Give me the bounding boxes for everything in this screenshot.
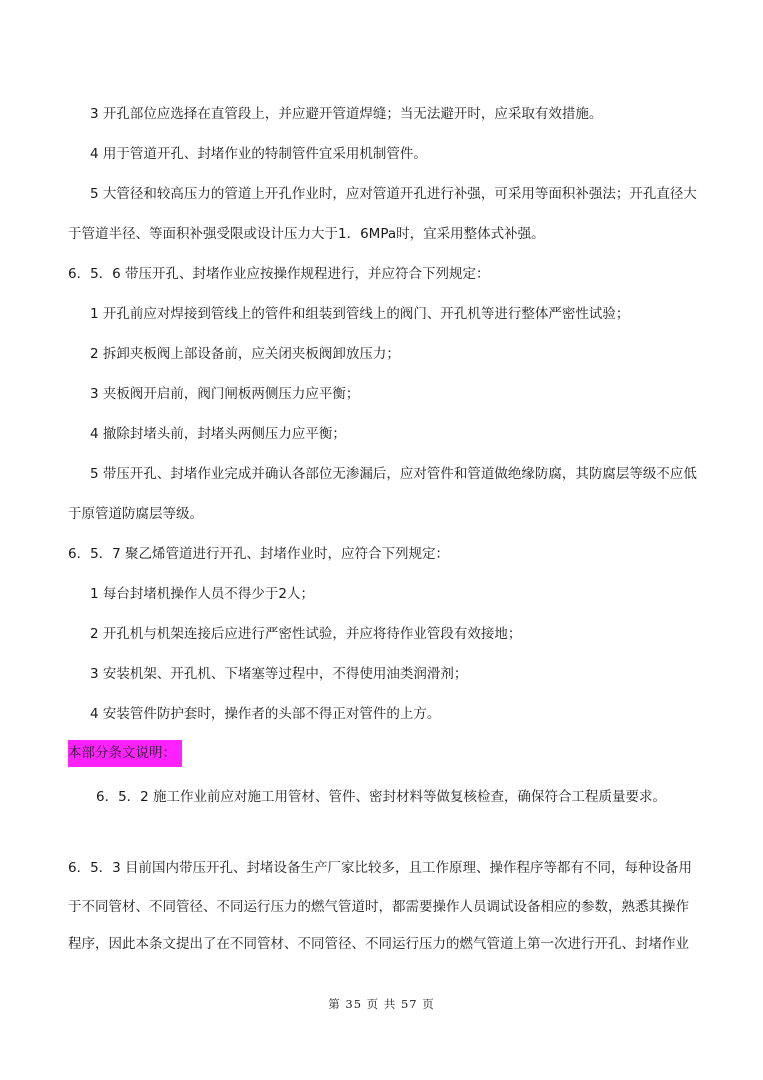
clause-6-5-7-item-4: 4 安装管件防护套时，操作者的头部不得正对管件的上方。	[90, 706, 441, 722]
clause-6-5-6-item-1: 1 开孔前应对焊接到管线上的管件和组装到管线上的阀门、开孔机等进行整体严密性试验；	[90, 306, 630, 322]
clause-6-5-7-item-3: 3 安装机架、开孔机、下堵塞等过程中，不得使用油类润滑剂；	[90, 666, 468, 682]
explanation-heading-highlight: 本部分条文说明：	[68, 740, 182, 767]
clause-6-5-7-item-2: 2 开孔机与机架连接后应进行严密性试验，并应将待作业管段有效接地；	[90, 626, 522, 642]
explanation-6-5-3: 6．5．3 目前国内带压开孔、封堵设备生产厂家比较多，且工作原理、操作程序等都有不同，每种设备用	[68, 860, 693, 876]
clause-6-5-6-item-4: 4 撤除封堵头前，封堵头两侧压力应平衡；	[90, 426, 346, 442]
section-heading-6-5-6: 6．5．6 带压开孔、封堵作业应按操作规程进行，并应符合下列规定：	[68, 266, 490, 282]
clause-item-3: 3 开孔部位应选择在直管段上，并应避开管道焊缝；当无法避开时，应采取有效措施。	[90, 106, 603, 122]
explanation-6-5-3-line-2: 于不同管材、不同管径、不同运行压力的燃气管道时，都需要操作人员调试设备相应的参数，熟悉其操作	[68, 899, 689, 915]
clause-6-5-6-item-5-continued: 于原管道防腐层等级。	[68, 506, 203, 522]
clause-item-4: 4 用于管道开孔、封堵作业的特制管件宜采用机制管件。	[90, 146, 427, 162]
clause-6-5-7-item-1: 1 每台封堵机操作人员不得少于2人；	[90, 586, 314, 602]
clause-item-5: 5 大管径和较高压力的管道上开孔作业时，应对管道开孔进行补强，可采用等面积补强法；开孔直径大	[90, 186, 697, 202]
explanation-6-5-2: 6．5．2 施工作业前应对施工用管材、管件、密封材料等做复核检查，确保符合工程质量要求。	[96, 789, 667, 805]
page-footer: 第 35 页 共 57 页	[328, 997, 435, 1011]
clause-item-5-continued: 于管道半径、等面积补强受限或设计压力大于1．6MPa时，宜采用整体式补强。	[68, 226, 545, 242]
clause-6-5-6-item-2: 2 拆卸夹板阀上部设备前，应关闭夹板阀卸放压力；	[90, 346, 400, 362]
section-heading-6-5-7: 6．5．7 聚乙烯管道进行开孔、封堵作业时，应符合下列规定：	[68, 546, 450, 562]
clause-6-5-6-item-3: 3 夹板阀开启前，阀门闸板两侧压力应平衡；	[90, 386, 360, 402]
clause-6-5-6-item-5: 5 带压开孔、封堵作业完成并确认各部位无渗漏后，应对管件和管道做绝缘防腐，其防腐层等级不应低	[90, 466, 697, 482]
explanation-6-5-3-line-3: 程序，因此本条文提出了在不同管材、不同管径、不同运行压力的燃气管道上第一次进行开孔、封堵作业	[68, 936, 689, 952]
